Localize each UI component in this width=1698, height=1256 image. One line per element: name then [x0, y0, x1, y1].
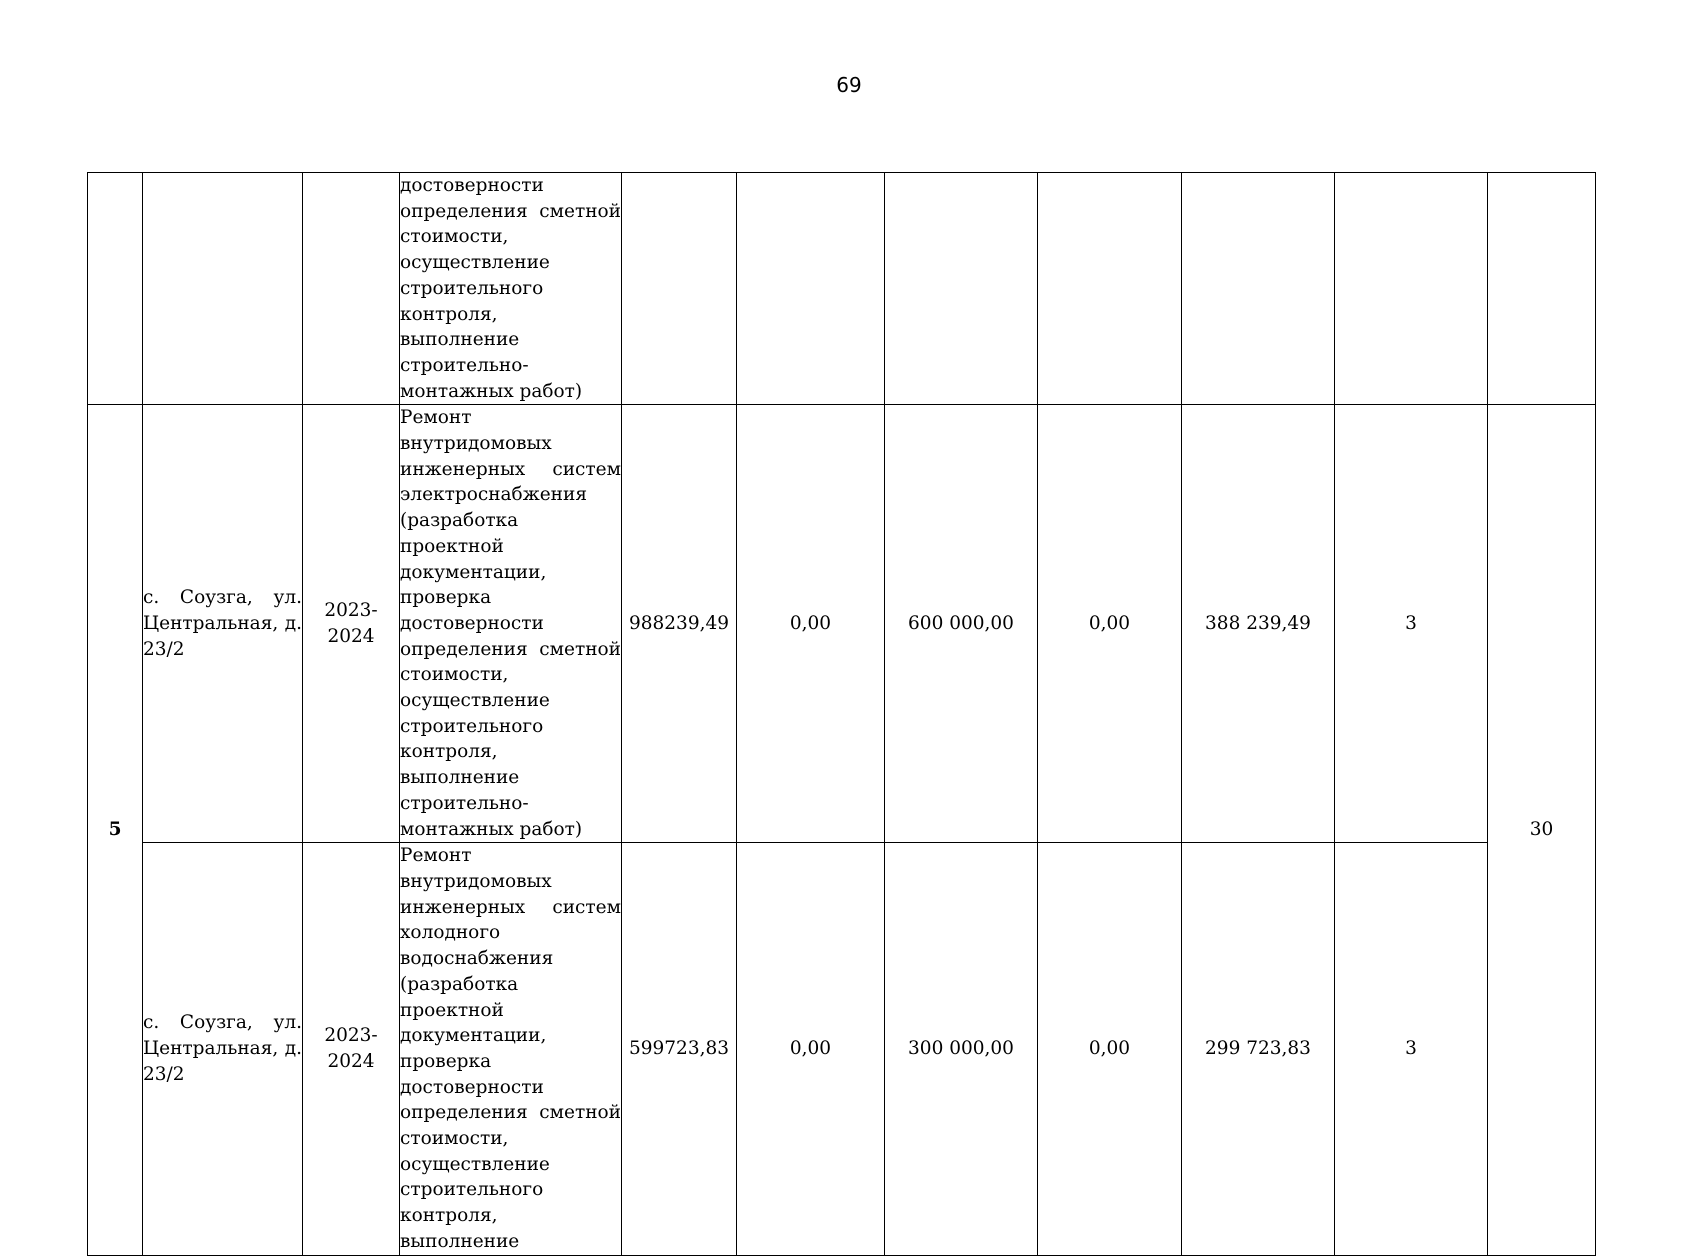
address-line: с. Соузга, ул. [143, 587, 302, 609]
description-line: достоверности [400, 175, 544, 196]
description-line: стоимости, [400, 226, 509, 248]
program-table [87, 172, 1596, 1256]
cell-years [303, 405, 400, 843]
cell-value-5: 3 [1335, 405, 1488, 843]
cell-value-2: 600 000,00 [885, 405, 1038, 843]
description-lines [400, 173, 621, 404]
cell-value-1 [737, 173, 885, 405]
cell-last: 30 [1488, 405, 1596, 1255]
years-end: 2024 [327, 1050, 375, 1072]
description-line: достоверности [400, 1076, 544, 1098]
description-line: электроснабжения [400, 484, 587, 506]
cell-total: 599723,83 [622, 843, 737, 1255]
cell-address [143, 173, 303, 405]
description-line: проверка [400, 1050, 492, 1072]
cell-value-1: 0,00 [737, 843, 885, 1255]
cell-value-3: 0,00 [1038, 405, 1182, 843]
page-number: 69 [836, 73, 862, 97]
cell-value-2: 300 000,00 [885, 843, 1038, 1255]
cell-description [400, 843, 622, 1255]
description-line: контроля, выполнение [400, 1205, 520, 1252]
description-line: осуществление [400, 690, 550, 712]
cell-last [1488, 173, 1596, 405]
description-line: документации, [400, 561, 547, 583]
description-line: контроля, выполнение [400, 303, 520, 351]
cell-value-5 [1335, 173, 1488, 405]
cell-value-4: 388 239,49 [1182, 405, 1335, 843]
cell-address [143, 843, 303, 1255]
description-line: достоверности [400, 612, 544, 634]
description-line: строительного [400, 277, 544, 299]
cell-value-5: 3 [1335, 843, 1488, 1255]
cell-value-2 [885, 173, 1038, 405]
description-line: строительно- [400, 792, 529, 814]
description-line: холодного [400, 922, 501, 944]
address-line: Центральная, д. [143, 1038, 302, 1060]
address-line: с. Соузга, ул. [143, 1012, 302, 1034]
cell-years [303, 173, 400, 405]
description-line: определения сметной [400, 1102, 621, 1124]
cell-description [400, 173, 622, 405]
years-end: 2024 [327, 625, 375, 647]
cell-description [400, 405, 622, 843]
description-line: инженерных систем [400, 896, 621, 918]
description-line: (разработка проектной [400, 973, 519, 1021]
cell-value-1: 0,00 [737, 405, 885, 843]
cell-total: 988239,49 [622, 405, 737, 843]
description-line: строительно- [400, 354, 529, 376]
years-start: 2023- [324, 1025, 378, 1047]
description-line: стоимости, [400, 1128, 509, 1150]
table-row [88, 843, 1596, 1255]
description-line: осуществление [400, 252, 550, 274]
cell-value-4 [1182, 173, 1335, 405]
description-line: строительного [400, 1179, 544, 1201]
cell-number: 5 [88, 405, 143, 1255]
description-line: внутридомовых [400, 870, 552, 892]
description-line: контроля, выполнение [400, 741, 520, 789]
cell-years [303, 843, 400, 1255]
address-line: 23/2 [143, 1063, 185, 1085]
description-line: документации, [400, 1025, 547, 1047]
description-line: монтажных работ) [400, 818, 583, 840]
description-line: строительного [400, 715, 544, 737]
description-line: определения сметной [400, 638, 621, 660]
description-line: инженерных систем [400, 458, 621, 480]
address-line: 23/2 [143, 638, 185, 660]
description-line: определения сметной [400, 200, 621, 222]
description-line: монтажных работ) [400, 380, 583, 402]
cell-value-3: 0,00 [1038, 843, 1182, 1255]
description-line: водоснабжения [400, 948, 554, 970]
description-line: внутридомовых [400, 433, 552, 455]
table-row-continuation [88, 173, 1596, 405]
description-line: стоимости, [400, 664, 509, 686]
description-line: Ремонт [400, 845, 472, 867]
description-line: проверка [400, 587, 492, 609]
table-row [88, 405, 1596, 843]
description-line: осуществление [400, 1153, 550, 1175]
cell-number [88, 173, 143, 405]
address-line: Центральная, д. [143, 612, 302, 634]
years-start: 2023- [324, 600, 378, 622]
description-line: Ремонт [400, 407, 472, 429]
cell-value-4: 299 723,83 [1182, 843, 1335, 1255]
cell-total [622, 173, 737, 405]
cell-address [143, 405, 303, 843]
cell-value-3 [1038, 173, 1182, 405]
description-line: (разработка проектной [400, 510, 519, 557]
